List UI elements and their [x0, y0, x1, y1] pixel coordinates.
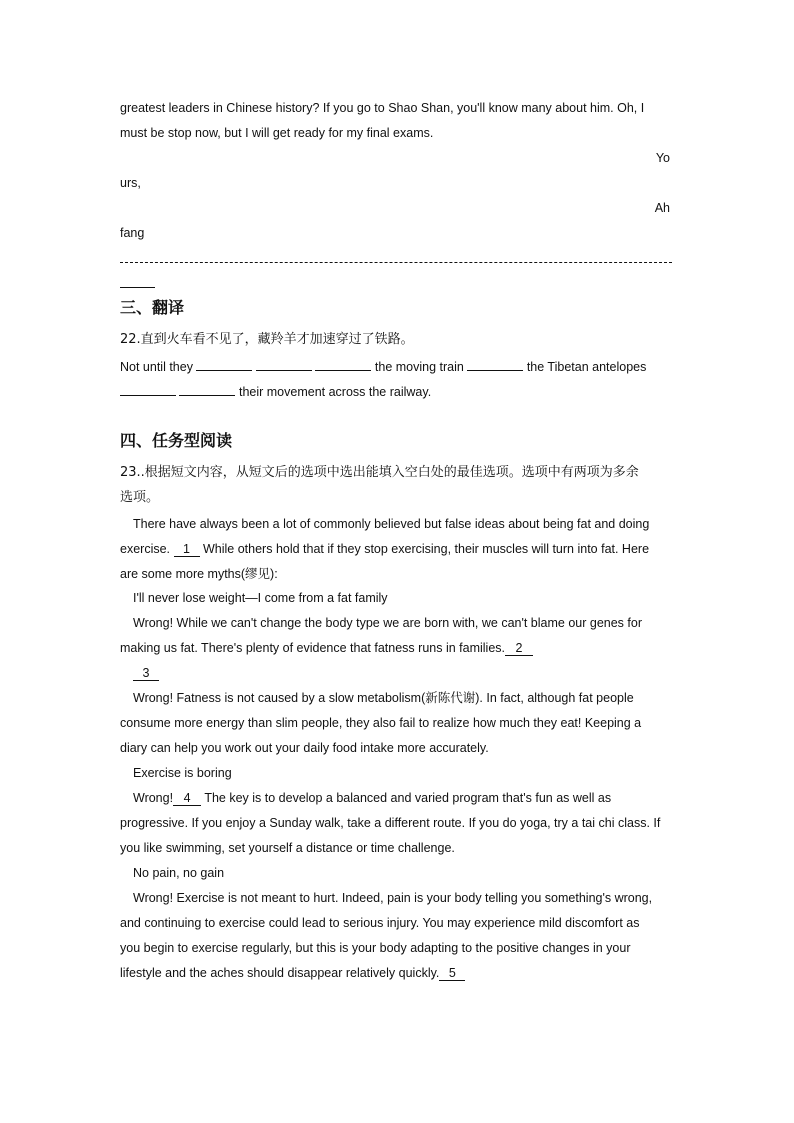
section-heading-translation: 三、翻译	[120, 298, 185, 317]
letter-signature: Ah	[654, 201, 670, 215]
answer-blank-1[interactable]: 1	[174, 542, 200, 557]
passage-line	[133, 665, 159, 681]
fill-blank[interactable]	[467, 358, 523, 371]
passage-line: Wrong! Fatness is not caused by a slow metabolism(新陈代谢). In fact, although fat people	[133, 691, 634, 705]
passage-line: Wrong! While we can't change the body type we are born with, we can't blame our genes for	[133, 616, 642, 630]
passage-line: progressive. If you enjoy a Sunday walk, take a different route. If you do yoga, try a tai chi class. If	[120, 816, 661, 830]
passage-subheading: Exercise is boring	[133, 766, 232, 780]
section-heading-reading: 四、任务型阅读	[120, 431, 233, 450]
passage-line: Wrong! Exercise is not meant to hurt. Indeed, pain is your body telling you something's wrong,	[133, 891, 653, 905]
question-23-prompt: 23..根据短文内容，从短文后的选项中选出能填入空白处的最佳选项。选项中有两项为多余	[120, 465, 639, 480]
passage-line: lifestyle and the aches should disappear relatively quickly. 5	[120, 965, 465, 981]
letter-text-line: greatest leaders in Chinese history? If you go to Shao Shan, you'll know many about him. Oh, I	[120, 101, 645, 115]
fill-blank[interactable]	[179, 383, 235, 396]
question-23-prompt: 选项。	[120, 490, 160, 505]
fill-blank[interactable]	[196, 358, 252, 371]
passage-line: There have always been a lot of commonly believed but false ideas about being fat and doing	[133, 517, 650, 531]
passage-subheading: I'll never lose weight—I come from a fat family	[133, 591, 388, 605]
passage-subheading: No pain, no gain	[133, 866, 225, 880]
letter-text-line: must be stop now, but I will get ready for my final exams.	[120, 126, 434, 140]
question-22-sentence: their movement across the railway.	[120, 383, 431, 400]
passage-line: consume more energy than slim people, they also fail to realize how much they eat! Keeping a	[120, 716, 642, 730]
passage-line: diary can help you work out your daily food intake more accurately.	[120, 741, 489, 755]
letter-closing: Yo	[655, 151, 670, 165]
fill-blank[interactable]	[315, 358, 371, 371]
fill-blank[interactable]	[120, 383, 176, 396]
question-22-prompt: 22.直到火车看不见了，藏羚羊才加速穿过了铁路。	[120, 332, 414, 347]
letter-closing: urs,	[120, 176, 141, 190]
answer-blank-5[interactable]: 5	[439, 966, 465, 981]
passage-line: are some more myths(缪见):	[120, 567, 278, 581]
answer-line	[120, 262, 672, 263]
fill-blank[interactable]	[256, 358, 312, 371]
answer-line	[120, 287, 155, 288]
answer-blank-4[interactable]: 4	[173, 791, 201, 806]
passage-line: Wrong! 4 The key is to develop a balanced and varied program that's fun as well as	[133, 791, 612, 805]
passage-line: making us fat. There's plenty of evidence that fatness runs in families. 2	[120, 640, 533, 656]
letter-signature: fang	[120, 226, 145, 240]
question-22-sentence: Not until they the moving train the Tibetan antelopes	[120, 360, 647, 374]
passage-line: and continuing to exercise could lead to serious injury. You may experience mild discomfort as	[120, 916, 640, 930]
passage-line: exercise. 1 While others hold that if they stop exercising, their muscles will turn into fat. Here	[120, 542, 650, 556]
passage-line: you like swimming, set yourself a distance or time challenge.	[120, 841, 455, 855]
passage-line: you begin to exercise regularly, but this is your body adapting to the positive changes in your	[120, 941, 631, 955]
answer-blank-3[interactable]: 3	[133, 666, 159, 681]
answer-blank-2[interactable]: 2	[505, 641, 533, 656]
